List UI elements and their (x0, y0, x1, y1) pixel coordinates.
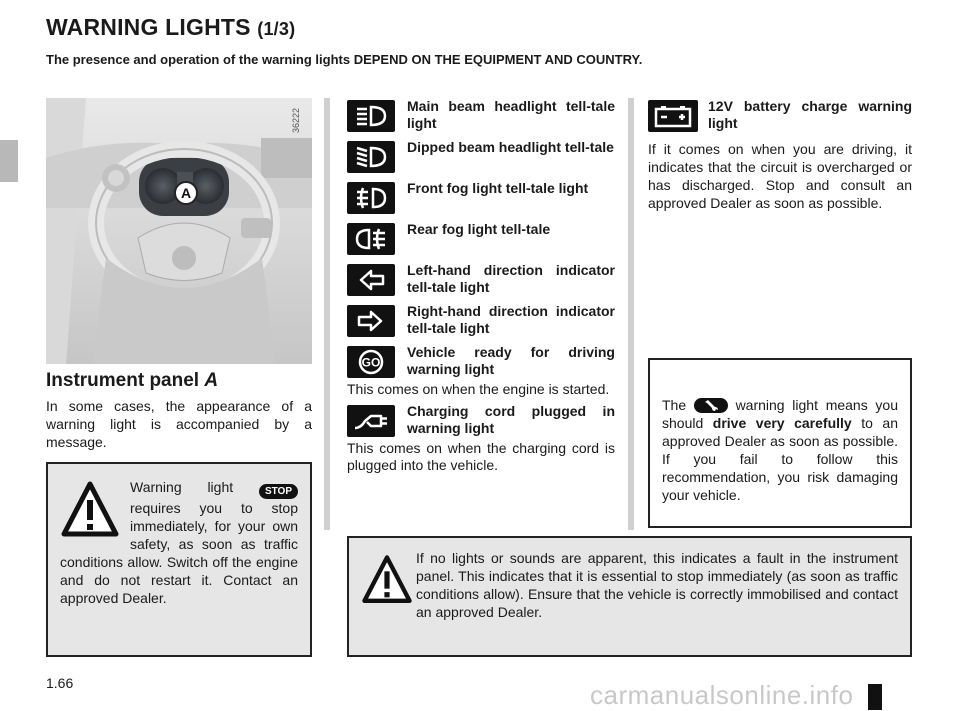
light-label: Vehicle ready for driving warning light (407, 344, 615, 377)
stop-warning-text (60, 478, 298, 607)
left-indicator-icon (347, 264, 395, 296)
callout-label: A (180, 185, 192, 201)
page-end-marker (868, 684, 882, 710)
light-label: Dipped beam headlight tell-tale (407, 139, 614, 155)
fault-warning-text: If no lights or sounds are apparent, this indicates a fault in the instrument panel. This indicates that it is essential to stop immediately (as soon as traffic conditions allow). Ensure that the vehicle is correctly immobilised and contact an approved Dealer. (416, 550, 898, 620)
battery-label: 12V battery charge warning light (708, 98, 912, 131)
service-warning-box (648, 358, 912, 528)
light-label: Left-hand direction indicator tell-tale light (407, 262, 615, 295)
list-item (347, 403, 615, 474)
photo-reference-code: 36222 (291, 108, 301, 134)
main-beam-icon (347, 100, 395, 132)
page-title (46, 14, 295, 41)
instrument-panel-title: Instrument panel (46, 370, 200, 391)
page-subtitle: The presence and operation of the warning lights DEPEND ON THE EQUIPMENT AND COUNTRY. (46, 52, 643, 67)
rear-fog-icon (347, 223, 395, 255)
title-text: WARNING LIGHTS (46, 14, 251, 40)
list-item (347, 262, 615, 298)
list-item (347, 221, 615, 257)
instrument-panel-text: In some cases, the appearance of a warning light is accompanied by a message. (46, 398, 312, 450)
dashboard-illustration (46, 98, 312, 364)
fault-warning-box (347, 536, 912, 657)
stop-warning-box (46, 462, 312, 657)
service-text-after: to an approved Dealer as soon as possible. If you fail to follow this recommendation, you risk damaging your vehicle. (662, 415, 899, 503)
title-part: (1/3) (257, 19, 296, 39)
column-divider (324, 98, 330, 530)
light-label: Rear fog light tell-tale (407, 221, 551, 237)
column-divider (628, 98, 634, 530)
battery-warning-section (648, 98, 912, 212)
warning-light-list (347, 98, 615, 479)
go-icon (347, 346, 395, 378)
right-indicator-icon (347, 305, 395, 337)
light-label: Charging cord plugged in warning light (407, 403, 615, 436)
watermark: carmanualsonline.info (590, 680, 854, 710)
list-item (347, 180, 615, 216)
light-label: Main beam headlight tell-tale light (407, 98, 615, 131)
page-number: 1.66 (46, 675, 74, 691)
list-item (347, 344, 615, 398)
list-item (347, 139, 615, 175)
service-text-before: The (662, 397, 687, 413)
chapter-tab (0, 140, 18, 182)
charging-cord-icon (347, 405, 395, 437)
warning-triangle-icon (60, 478, 120, 542)
light-description: This comes on when the engine is started. (347, 381, 610, 397)
wrench-icon (694, 398, 728, 413)
service-warning-text (662, 396, 898, 504)
stop-text-before: Warning light (130, 479, 234, 495)
dipped-beam-icon (347, 141, 395, 173)
battery-text: If it comes on when you are driving, it indicates that the circuit is overcharged or has discharged. Stop and consult an approved Dealer as soon as possible. (648, 141, 912, 211)
instrument-panel-letter: A (204, 370, 219, 391)
stop-badge-icon: STOP (259, 484, 298, 499)
battery-icon (648, 100, 698, 132)
front-fog-icon (347, 182, 395, 214)
light-label: Front fog light tell-tale light (407, 180, 589, 196)
instrument-panel-heading (46, 370, 218, 392)
battery-heading (648, 98, 912, 134)
list-item (347, 303, 615, 339)
light-description: This comes on when the charging cord is plugged into the vehicle. (347, 440, 615, 473)
light-label: Right-hand direction indicator tell-tale light (407, 303, 615, 336)
service-text-bold: drive very carefully (712, 415, 852, 431)
svg-text:GO: GO (361, 355, 381, 370)
list-item (347, 98, 615, 134)
warning-triangle-icon (361, 552, 413, 608)
service-text-mid: warning light means you should (662, 397, 898, 431)
stop-text-after: requires you to stop immediately, for your own safety, as soon as traffic conditions allow. Switch off the engine and do not restart it. Contact an approved Dealer. (60, 500, 298, 606)
instrument-panel-photo (46, 98, 312, 364)
